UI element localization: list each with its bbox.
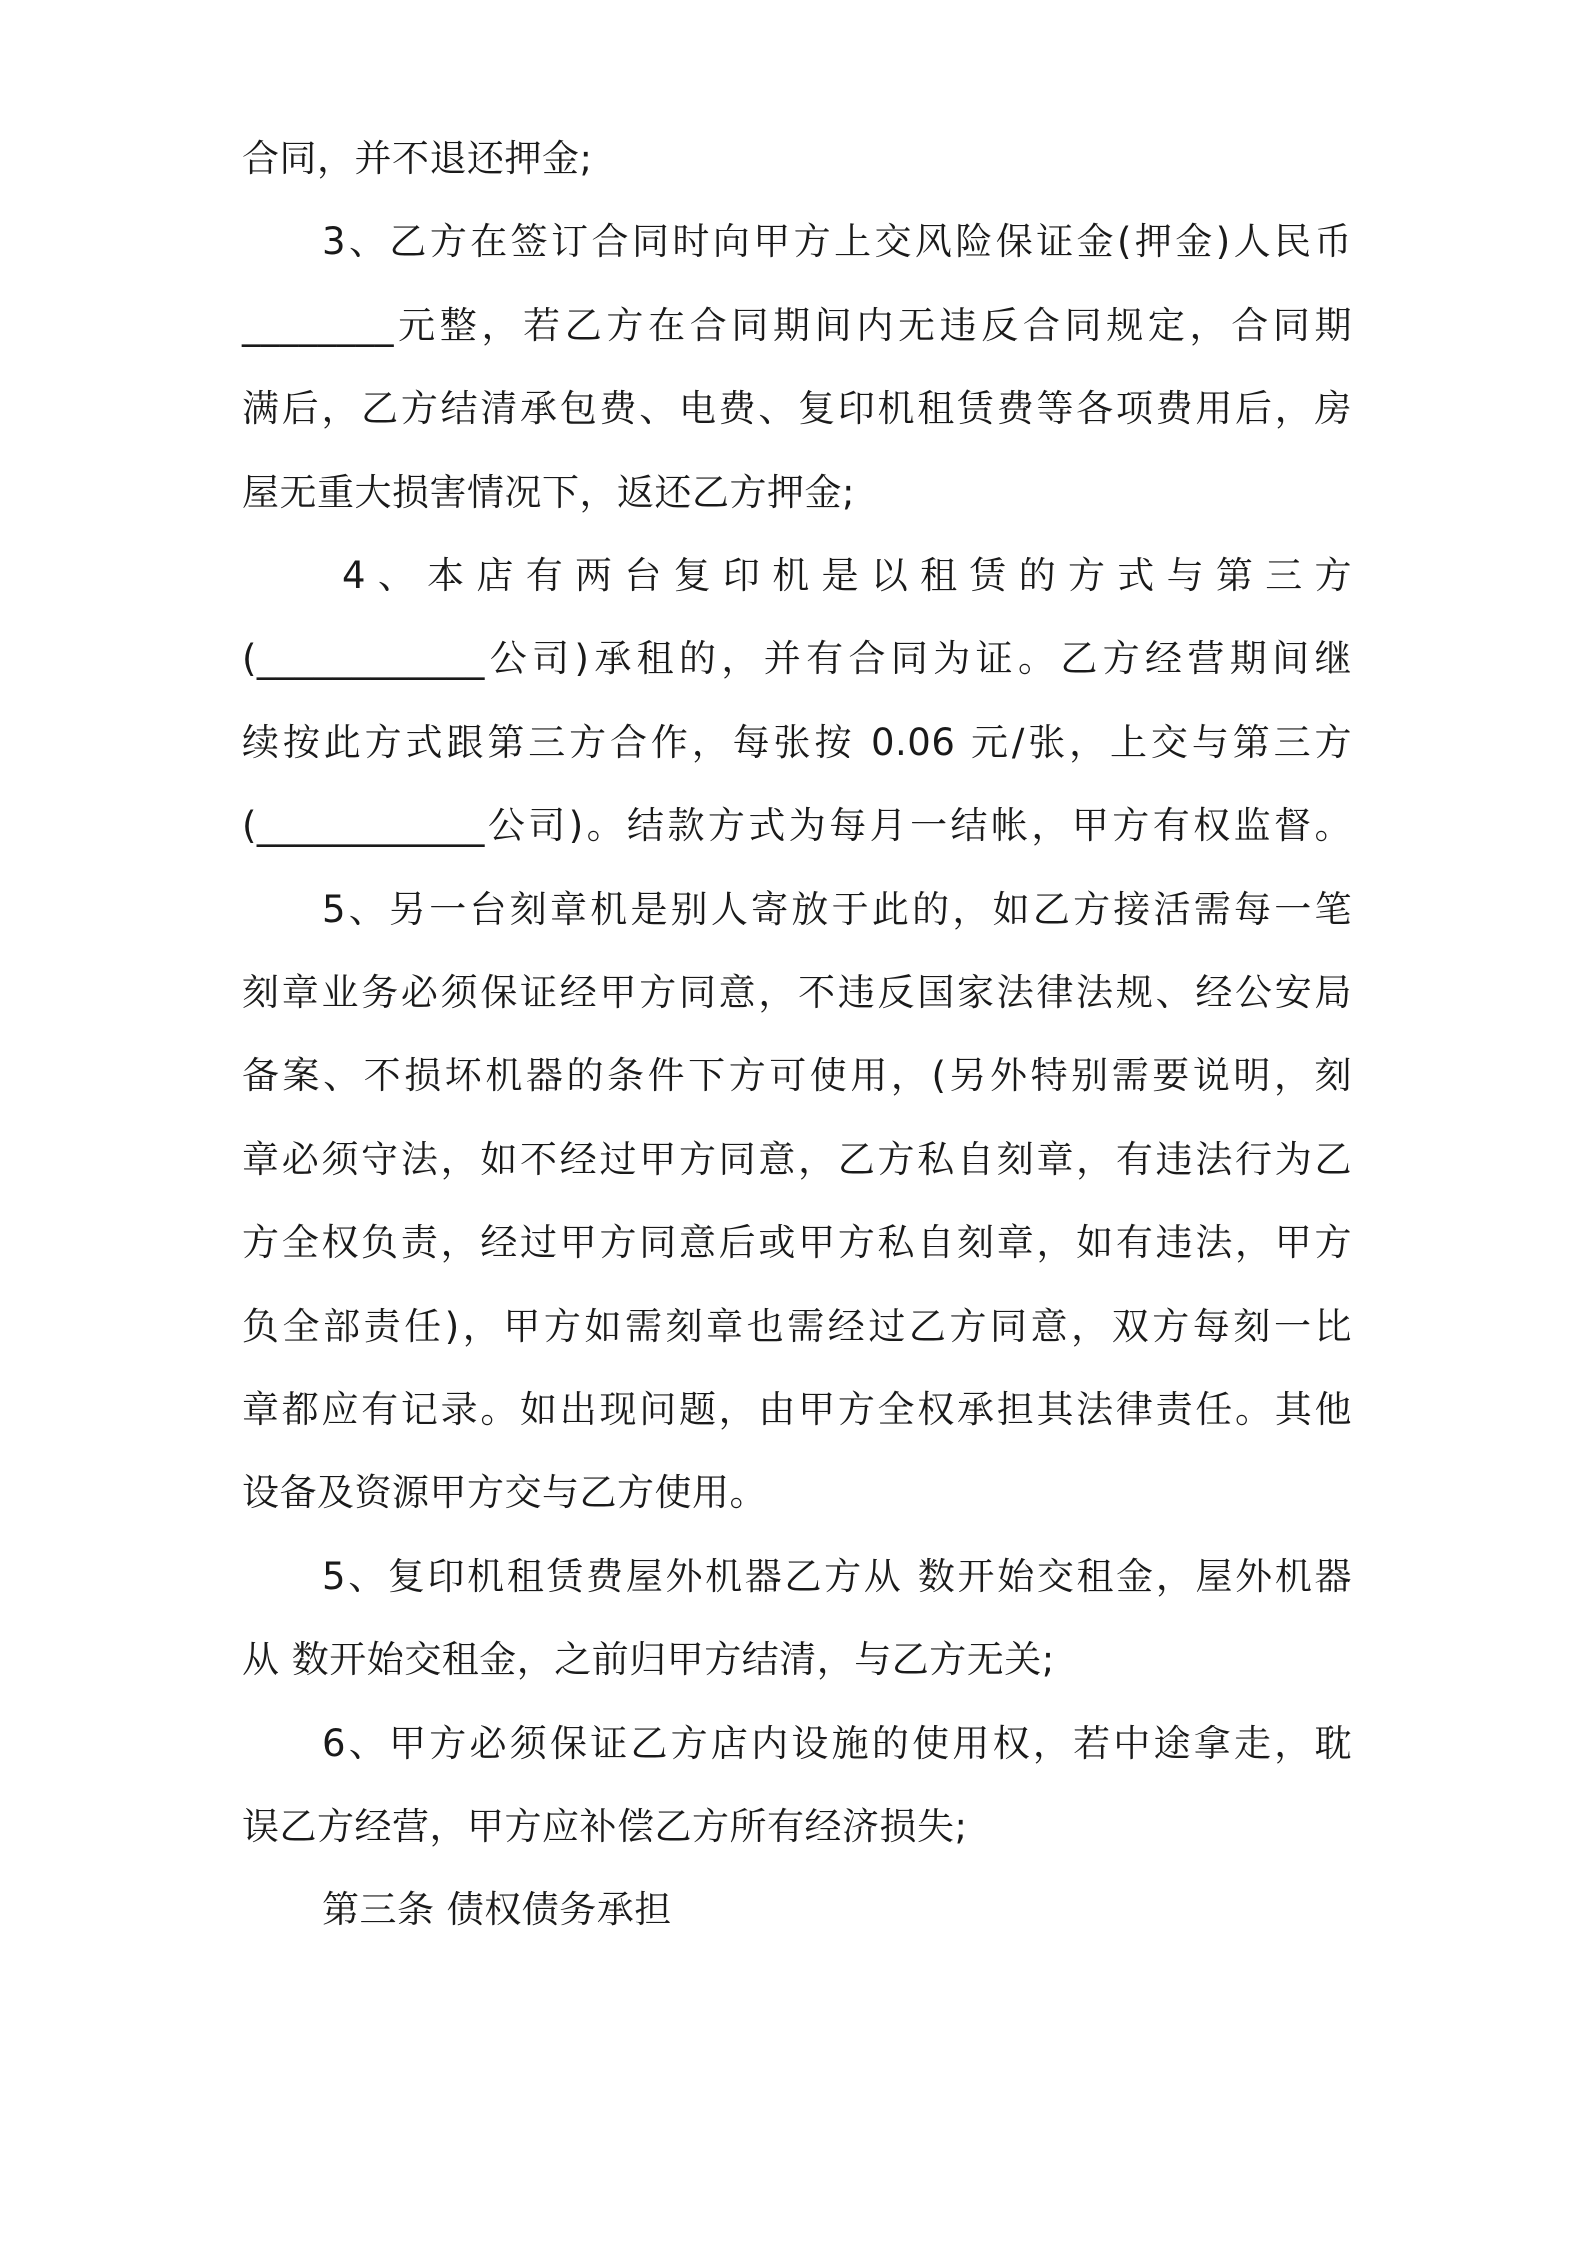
section-heading: 第三条 债权债务承担	[322, 1888, 672, 1931]
text-line: 6、甲方必须保证乙方店内设施的使用权，若中途拿走，耽	[322, 1722, 1352, 1765]
text-line: 3、乙方在签订合同时向甲方上交风险保证金(押金)人民币	[322, 220, 1352, 263]
text-line: 4、本店有两台复印机是以租赁的方式与第三方	[342, 554, 1352, 597]
text-line: 章都应有记录。如出现问题，由甲方全权承担其法律责任。其他	[242, 1388, 1352, 1431]
text-line: 章必须守法，如不经过甲方同意，乙方私自刻章，有违法行为乙	[242, 1138, 1352, 1181]
text-line: 刻章业务必须保证经甲方同意，不违反国家法律法规、经公安局	[242, 971, 1352, 1014]
text-line: 负全部责任)，甲方如需刻章也需经过乙方同意，双方每刻一比	[242, 1305, 1352, 1348]
text-line: 屋无重大损害情况下，返还乙方押金;	[242, 471, 855, 514]
text-line: 设备及资源甲方交与乙方使用。	[242, 1471, 767, 1514]
text-line: (____________公司)承租的，并有合同为证。乙方经营期间继	[242, 637, 1352, 680]
text-line: 5、复印机租赁费屋外机器乙方从 数开始交租金，屋外机器	[322, 1555, 1352, 1598]
text-line: 续按此方式跟第三方合作，每张按 0.06 元/张，上交与第三方	[242, 721, 1352, 764]
text-line: (____________公司)。结款方式为每月一结帐，甲方有权监督。	[242, 804, 1352, 847]
text-line: 误乙方经营，甲方应补偿乙方所有经济损失;	[242, 1805, 968, 1848]
text-line: 备案、不损坏机器的条件下方可使用，(另外特别需要说明，刻	[242, 1054, 1352, 1097]
text-line: 5、另一台刻章机是别人寄放于此的，如乙方接活需每一笔	[322, 888, 1352, 931]
text-line: 方全权负责，经过甲方同意后或甲方私自刻章，如有违法，甲方	[242, 1221, 1352, 1264]
text-line: 满后，乙方结清承包费、电费、复印机租赁费等各项费用后，房	[242, 387, 1352, 430]
text-line: 从 数开始交租金，之前归甲方结清，与乙方无关;	[242, 1638, 1055, 1681]
text-line: ________元整，若乙方在合同期间内无违反合同规定，合同期	[242, 304, 1352, 347]
text-line: 合同，并不退还押金;	[242, 137, 593, 180]
